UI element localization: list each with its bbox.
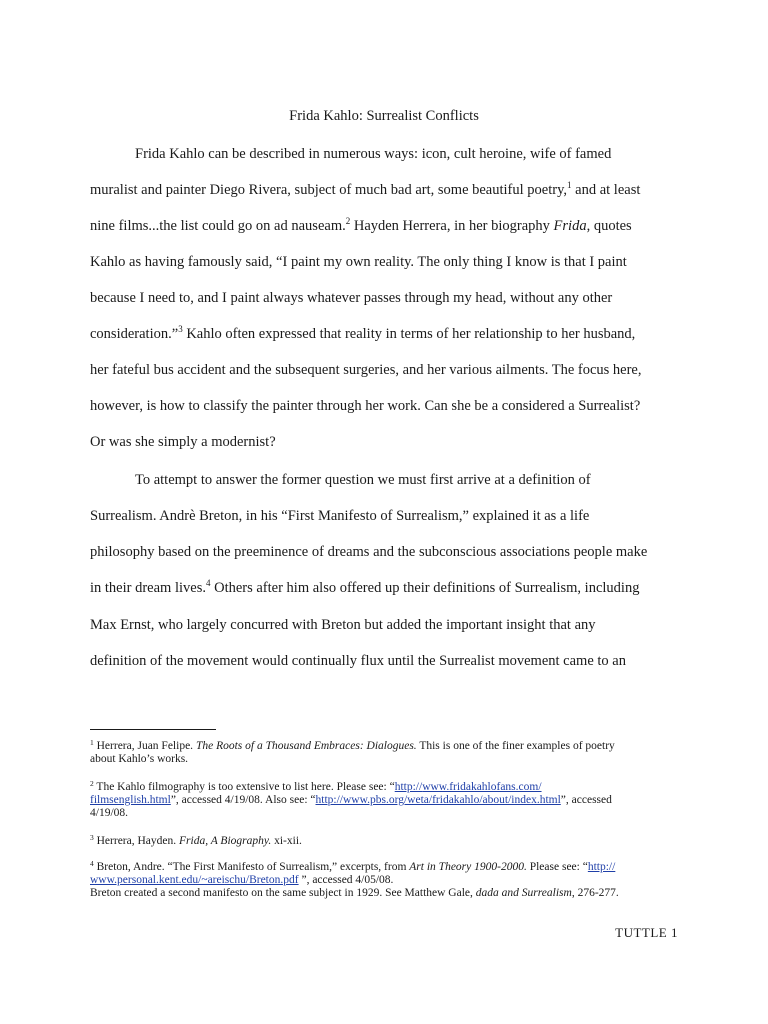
body-line: Max Ernst, who largely concurred with Breton but added the important insight that any — [90, 617, 596, 633]
footnote-separator — [90, 729, 216, 730]
body-line: philosophy based on the preeminence of dreams and the subconscious associations people make — [90, 544, 648, 560]
body-line: definition of the movement would continually flux until the Surrealist movement came to an — [90, 653, 626, 669]
footnote-link-cont[interactable]: www.personal.kent.edu/~areischu/Breton.pdf — [90, 874, 299, 886]
body-line: however, is how to classify the painter through her work. Can she be a considered a Surrealist? — [90, 398, 641, 414]
running-head: TUTTLE 1 — [615, 925, 678, 940]
body-line: her fateful bus accident and the subsequent surgeries, and her various ailments. The focus here, — [90, 362, 642, 378]
footnote-ref[interactable]: 2 — [345, 216, 351, 226]
footnote-ref[interactable]: 3 — [178, 324, 183, 334]
footnote-1: $^1$ Herrera, Juan Felipe. The Roots of a Thousand Embraces: Dialogues. This is one of the finer examples of poetry about Kahlo’s works. — [90, 738, 615, 765]
body-line: Kahlo as having famously said, “I paint my own reality. The only thing I know is that I paint — [90, 254, 627, 270]
footnote-ref[interactable]: 4 — [205, 578, 211, 588]
footnote-link[interactable]: http:// — [587, 861, 616, 873]
body-line: To attempt to answer the former question we must first arrive at a definition of — [135, 472, 591, 488]
body-line: Or was she simply a modernist? — [90, 434, 276, 450]
body-line: Surrealism. Andrè Breton, in his “First Manifesto of Surrealism,” explained it as a life — [90, 508, 590, 524]
body-line: because I need to, and I paint always whatever passes through my head, without any other — [90, 290, 613, 306]
footnote-ref[interactable]: 1 — [567, 180, 572, 190]
footnote-3: $^3$ Herrera, Hayden. Frida, A Biography. xi-xii. — [90, 833, 302, 847]
footnote-link-cont[interactable]: filmsenglish.html — [90, 794, 171, 806]
footnote-link[interactable]: http://www.pbs.org/weta/fridakahlo/about/index.html — [315, 794, 561, 806]
body-line: Frida Kahlo can be described in numerous ways: icon, cult heroine, wife of famed — [135, 146, 612, 162]
body-line: nine films...the list could go on ad nauseam.$^2$ Hayden Herrera, in her biography Frida, quotes — [90, 216, 632, 234]
footnote-4: $^4$ Breton, Andre. “The First Manifesto of Surrealism,” excerpts, from Art in Theory 1900-2000. Please see: “http:// www.personal.kent.edu/~areischu/Breton.pdf ”, accessed 4/05/08. Breton created a second manifesto on the same subject in 1929. See Matthew Gale, dada and Surrealism, 276-277. — [90, 859, 619, 899]
page-title: Frida Kahlo: Surrealist Conflicts — [289, 108, 479, 124]
footnote-link[interactable]: http://www.fridakahlofans.com/ — [394, 781, 542, 793]
body-line: muralist and painter Diego Rivera, subject of much bad art, some beautiful poetry,$^1$ and at least — [90, 180, 641, 198]
body-line: in their dream lives.$^4$ Others after him also offered up their definitions of Surrealism, including — [90, 578, 640, 596]
footnote-2: $^2$ The Kahlo filmography is too extensive to list here. Please see: “http://www.fridakahlofans.com/ filmsenglish.html”, accessed 4/19/08. Also see: “http://www.pbs.org/weta/fridakahlo/about/index.html”, accessed 4/19/08. — [90, 779, 612, 819]
body-line: consideration.”$^3$ Kahlo often expressed that reality in terms of her relationship to her husband, — [90, 324, 636, 342]
